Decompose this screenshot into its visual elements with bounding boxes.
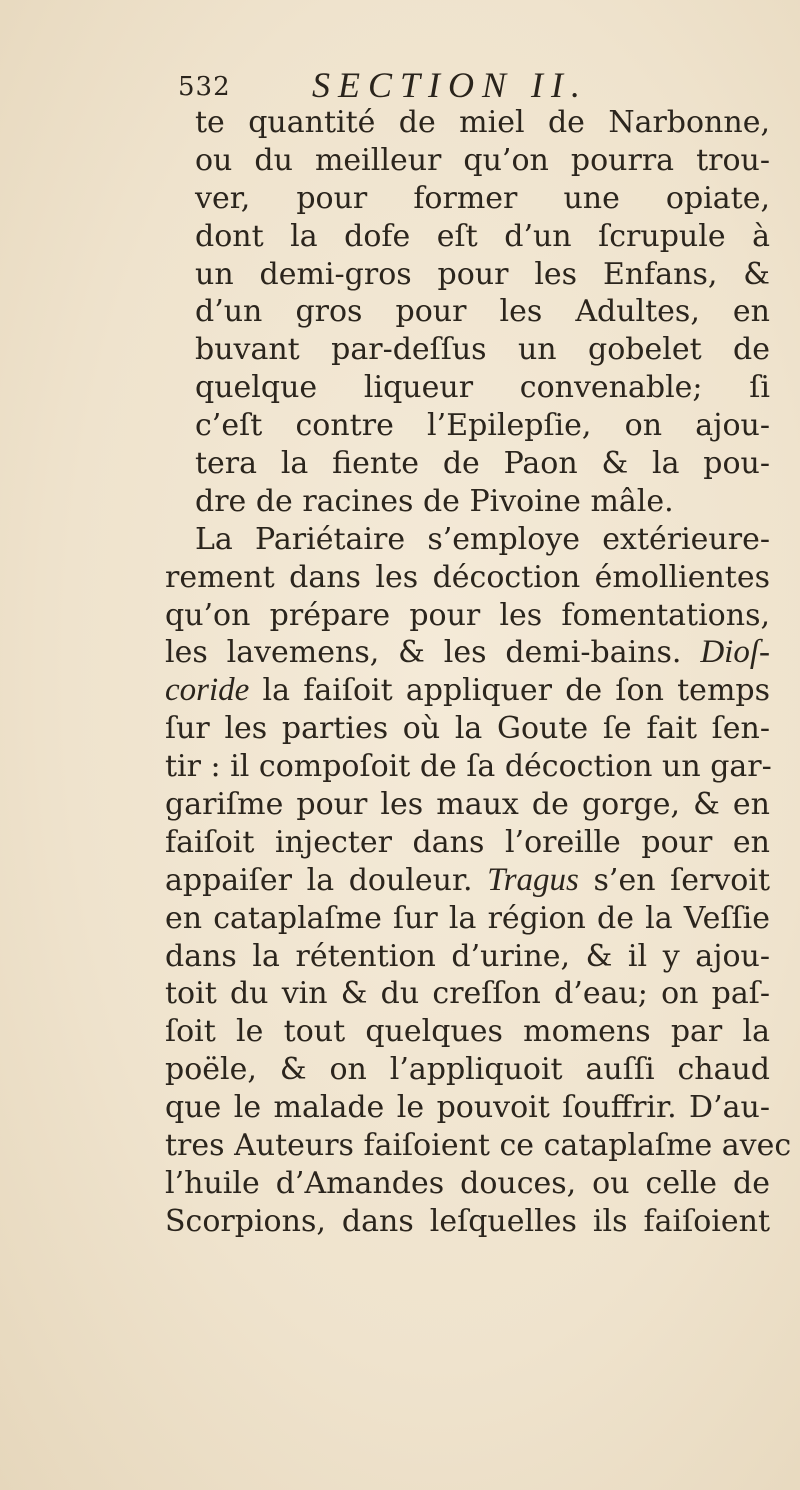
- text-segment: un demi-gros pour les Enfans, &: [195, 256, 770, 292]
- text-line: [165, 521, 770, 559]
- text-line: [165, 597, 770, 635]
- running-head: SECTION II.: [312, 65, 588, 105]
- text-segment: s’en ſervoit: [578, 862, 771, 898]
- text-line: [195, 407, 770, 445]
- text-line: [165, 748, 770, 786]
- text-segment: la faiſoit appliquer de ſon temps: [249, 673, 770, 709]
- text-segment: dre de racines de Pivoine mâle.: [195, 483, 674, 519]
- italic-text: Dioſ-: [700, 634, 770, 671]
- text-line: [195, 293, 770, 331]
- italic-text: coride: [165, 672, 250, 709]
- text-line: [165, 1203, 770, 1241]
- text-segment: appaiſer la douleur.: [165, 862, 488, 898]
- text-segment: La Pariétaire s’employe extérieure-: [195, 521, 770, 557]
- text-segment: qu’on prépare pour les fomentations,: [165, 597, 770, 633]
- text-segment: ou du meilleur qu’on pourra trou-: [195, 142, 770, 178]
- text-line: [195, 445, 770, 483]
- text-segment: faiſoit injecter dans l’oreille pour en: [165, 824, 770, 860]
- text-line: [165, 1127, 792, 1165]
- page-header: [0, 58, 800, 108]
- text-segment: que le malade le pouvoit ſouffrir. D’au-: [165, 1090, 770, 1126]
- text-segment: ver, pour former une opiate,: [195, 180, 770, 216]
- text-line: [165, 672, 770, 710]
- text-line: [165, 559, 770, 597]
- body-text: [165, 104, 792, 1241]
- text-line: [165, 824, 770, 862]
- text-segment: poële, & on l’appliquoit auſſi chaud: [165, 1052, 770, 1088]
- text-segment: gariſme pour les maux de gorge, & en: [165, 787, 770, 823]
- text-line: [165, 786, 770, 824]
- text-segment: les lavemens, & les demi-bains.: [165, 635, 701, 671]
- text-line: [165, 1013, 770, 1051]
- text-line: [165, 1165, 770, 1203]
- text-line: [165, 975, 770, 1013]
- text-segment: toit du vin & du creſſon d’eau; on paſ-: [165, 976, 770, 1012]
- text-segment: tres Auteurs faiſoient ce cataplaſme avec: [165, 1128, 792, 1164]
- page-number: 532: [178, 72, 231, 102]
- text-segment: dans la rétention d’urine, & il y ajou-: [165, 938, 770, 974]
- text-line: [195, 483, 770, 521]
- text-segment: tir : il compoſoit de ſa décoction un gar-: [165, 749, 772, 785]
- text-segment: dont la dofe eſt d’un ſcrupule à: [195, 218, 770, 254]
- text-segment: l’huile d’Amandes douces, ou celle de: [165, 1165, 770, 1201]
- text-segment: quelque liqueur convenable; ſi: [195, 370, 770, 406]
- italic-text: Tragus: [487, 861, 579, 898]
- text-line: [165, 938, 770, 976]
- text-segment: en cataplaſme ſur la région de la Veſſie: [165, 900, 770, 936]
- text-line: [195, 142, 770, 180]
- text-line: [195, 256, 770, 294]
- text-segment: te quantité de miel de Narbonne,: [195, 105, 770, 140]
- text-segment: d’un gros pour les Adultes, en: [195, 294, 770, 330]
- text-segment: rement dans les décoction émollientes: [165, 559, 770, 595]
- text-line: [195, 331, 770, 369]
- text-line: [195, 369, 770, 407]
- text-line: [165, 634, 770, 672]
- text-line: [165, 710, 770, 748]
- text-segment: ſur les parties où la Goute ſe fait ſen-: [165, 711, 770, 747]
- text-line: [165, 862, 770, 900]
- text-line: [165, 1089, 770, 1127]
- text-line: [195, 104, 770, 142]
- text-segment: c’eſt contre l’Epilepſie, on ajou-: [195, 408, 770, 444]
- text-segment: tera la fiente de Paon & la pou-: [195, 446, 770, 482]
- text-line: [195, 180, 770, 218]
- text-segment: ſoit le tout quelques momens par la: [165, 1014, 770, 1050]
- text-line: [165, 1051, 770, 1089]
- text-line: [165, 900, 770, 938]
- text-segment: buvant par-deſſus un gobelet de: [195, 332, 770, 368]
- text-line: [195, 218, 770, 256]
- text-segment: Scorpions, dans leſquelles ils faiſoient: [165, 1203, 770, 1239]
